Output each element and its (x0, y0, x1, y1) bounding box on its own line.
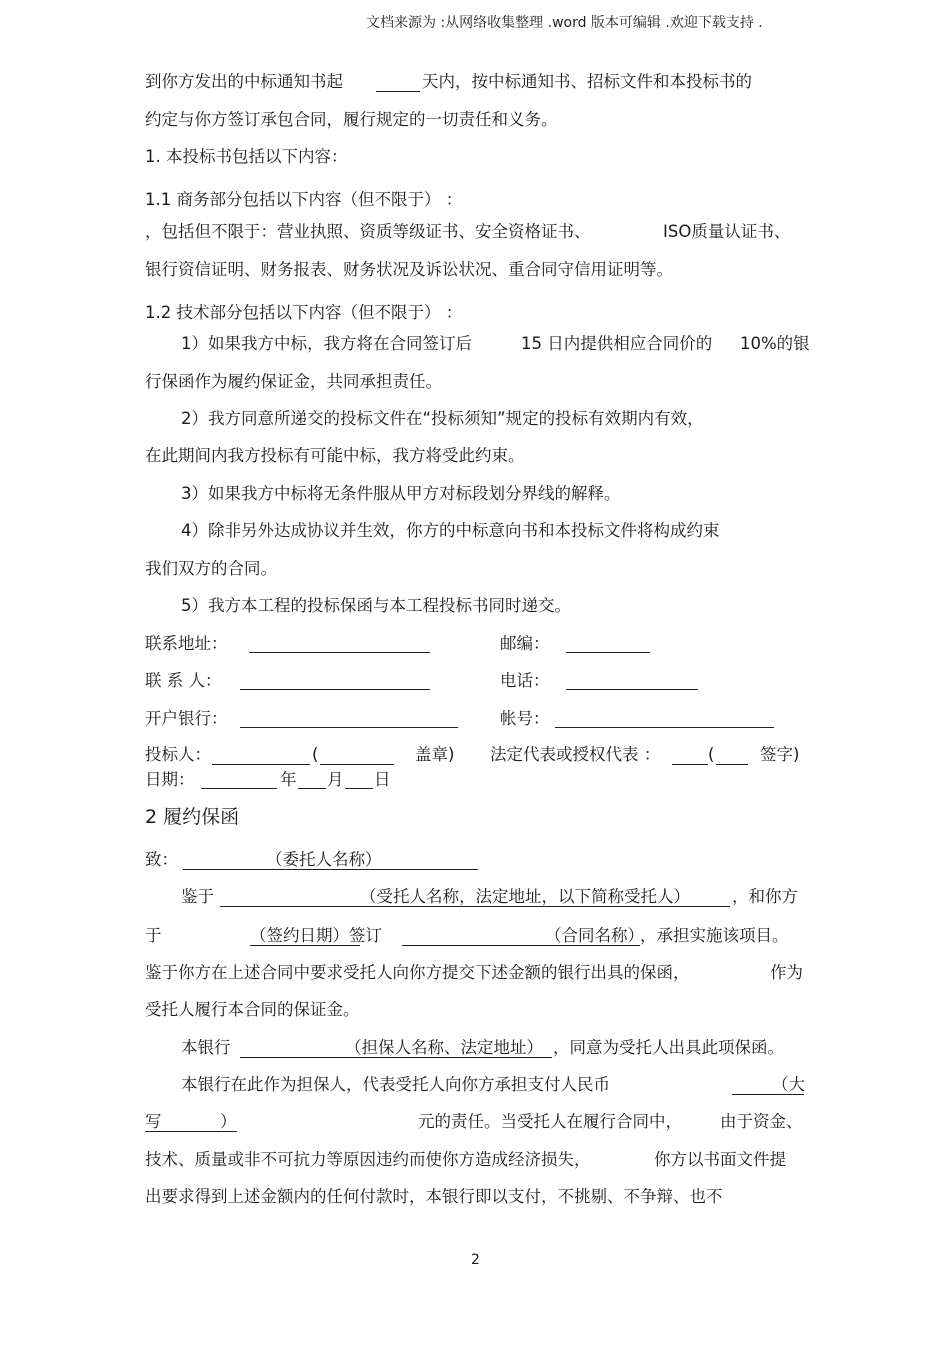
s12-item1a: 1）如果我方中标，我方将在合同签订后 (181, 334, 472, 353)
contract-name-field[interactable] (402, 945, 640, 946)
s1-title: 1. 本投标书包括以下内容： (145, 147, 348, 166)
s12-item1c: 10%的银 (740, 334, 810, 353)
yu-label: 于 (145, 926, 162, 945)
sign-paren-open: ( (708, 745, 715, 764)
bidder-field[interactable] (212, 764, 310, 765)
phone-field[interactable] (566, 689, 698, 690)
client-name-hint: （委托人名称） (266, 850, 382, 869)
contract-tail: ，承担实施该项目。 (640, 926, 789, 945)
s12-item1d: 行保函作为履约保证金，共同承担责任。 (145, 372, 442, 391)
phone-label: 电话： (500, 671, 550, 690)
guarantor-hint: （担保人名称、法定地址） (345, 1038, 543, 1057)
whereas-label: 鉴于 (181, 887, 214, 906)
s12-item4a: 4）除非另外达成协议并生效，你方的中标意向书和本投标文件将构成约束 (181, 521, 720, 540)
client-name-field[interactable] (183, 869, 478, 870)
s2-line4b: 作为 (770, 963, 803, 982)
contact-field[interactable] (240, 689, 430, 690)
s2-line7a: 本银行在此作为担保人，代表受托人向你方承担支付人民币 (181, 1075, 610, 1094)
s12-item2a: 2）我方同意所递交的投标文件在“投标须知”规定的投标有效期内有效， (181, 409, 704, 428)
s2-line8b: 由于资金、 (720, 1112, 803, 1131)
p1-line2: 约定与你方签订承包合同，履行规定的一切责任和义务。 (145, 110, 558, 129)
account-field[interactable] (555, 727, 774, 728)
daxie-char: 写 (145, 1112, 162, 1131)
s12-item5: 5）我方本工程的投标保函与本工程投标书同时递交。 (181, 596, 571, 615)
daxie-close: ） (220, 1112, 237, 1131)
postcode-label: 邮编： (500, 634, 550, 653)
date-label: 日期： (145, 770, 195, 789)
sign-date-field[interactable] (250, 945, 360, 946)
s2-line9b: 你方以书面文件提 (654, 1150, 786, 1169)
bank-intro: 本银行 (181, 1038, 231, 1057)
sign-label: 签字) (760, 745, 800, 764)
s2-line9a: 技术、质量或非不可抗力等原因违约而使你方造成经济损失， (145, 1150, 591, 1169)
s11-line1b: ISO质量认证书、 (663, 222, 791, 241)
bank-tail: ，同意为受托人出具此项保函。 (553, 1038, 784, 1057)
legal-rep-label: 法定代表或授权代表 ： (490, 745, 661, 764)
bank-label: 开户银行： (145, 709, 228, 728)
contact-label: 联 系 人： (145, 671, 222, 690)
address-label: 联系地址： (145, 634, 228, 653)
amount-words-field-1[interactable] (732, 1094, 804, 1095)
date-year-field[interactable] (201, 788, 277, 789)
seal-field[interactable] (320, 764, 394, 765)
page-header: 文档来源为 :从网络收集整理 .word 版本可编辑 .欢迎下载支持 . (366, 15, 763, 31)
seal-paren-open: ( (312, 745, 319, 764)
daxie-open: （大 (772, 1075, 805, 1094)
day-label: 日 (374, 770, 391, 789)
s12-item4b: 我们双方的合同。 (145, 559, 277, 578)
bidder-label: 投标人： (145, 745, 211, 764)
address-field[interactable] (249, 652, 430, 653)
date-day-field[interactable] (345, 788, 373, 789)
sign-field[interactable] (716, 764, 748, 765)
to-label: 致： (145, 850, 178, 869)
s12-title: 1.2 技术部分包括以下内容（但不限于） ： (145, 303, 463, 322)
trustee-hint: （受托人名称，法定地址，以下简称受托人） (360, 887, 690, 906)
sign-date-hint: （签约日期）签订 (250, 926, 382, 945)
s11-line2: 银行资信证明、财务报表、财务状况及诉讼状况、重合同守信用证明等。 (145, 260, 673, 279)
whereas-tail: ，和你方 (732, 887, 798, 906)
s11-title: 1.1 商务部分包括以下内容（但不限于） ： (145, 190, 463, 209)
account-label: 帐号： (500, 709, 550, 728)
p1-line1a: 到你方发出的中标通知书起 (145, 72, 343, 91)
seal-label: 盖章) (415, 745, 455, 764)
amount-words-field-2[interactable] (145, 1131, 237, 1132)
s12-item2b: 在此期间内我方投标有可能中标，我方将受此约束。 (145, 446, 525, 465)
date-month-field[interactable] (298, 788, 326, 789)
guarantor-field[interactable] (240, 1057, 552, 1058)
year-label: 年 (280, 770, 297, 789)
legal-rep-field[interactable] (672, 764, 708, 765)
s12-item3: 3）如果我方中标将无条件服从甲方对标段划分界线的解释。 (181, 484, 621, 503)
s2-line10: 出要求得到上述金额内的任何付款时，本银行即以支付，不挑剔、不争辩、也不 (145, 1187, 723, 1206)
s12-item1b: 15 日内提供相应合同价的 (521, 334, 713, 353)
s2-line5: 受托人履行本合同的保证金。 (145, 1000, 360, 1019)
postcode-field[interactable] (566, 652, 650, 653)
s11-line1a: ，包括但不限于：营业执照、资质等级证书、安全资格证书、 (145, 222, 591, 241)
p1-line1b: 天内，按中标通知书、招标文件和本投标书的 (422, 72, 752, 91)
page-number: 2 (471, 1252, 480, 1268)
trustee-field[interactable] (220, 906, 730, 907)
s2-line4a: 鉴于你方在上述合同中要求受托人向你方提交下述金额的银行出具的保函， (145, 963, 690, 982)
s2-title: 2 履约保函 (145, 806, 240, 828)
bank-field[interactable] (240, 727, 458, 728)
contract-name-hint: （合同名称） (545, 926, 644, 945)
s2-line8a: 元的责任。当受托人在履行合同中， (418, 1112, 682, 1131)
days-blank (376, 91, 420, 92)
month-label: 月 (327, 770, 344, 789)
